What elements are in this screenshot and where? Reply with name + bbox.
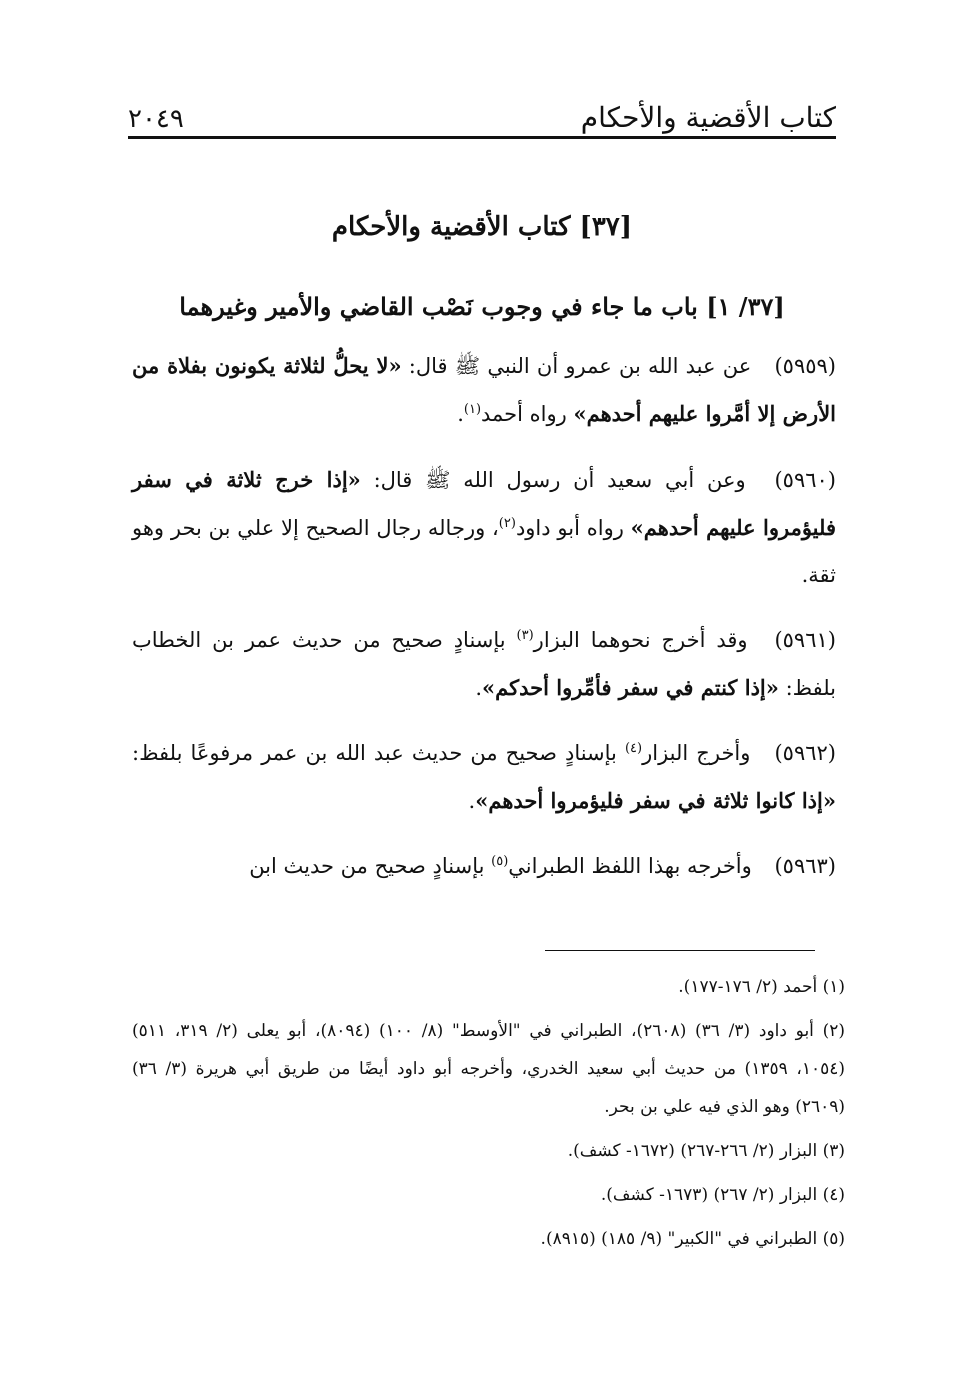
chapter-title: [٣٧/ ١] باب ما جاء في وجوب نَصْب القاضي والأمير وغيرهما xyxy=(179,292,785,321)
hadith-5960 xyxy=(132,456,836,599)
hadith-quote: «إذا كنتم في سفر فأمِّروا أحدكم» xyxy=(482,675,779,700)
hadith-source: بإسنادٍ صحيح من حديث ابن xyxy=(249,854,492,878)
page-number: ٢٠٤٩ xyxy=(128,104,184,134)
hadith-5962 xyxy=(132,730,836,825)
hadith-tail: . xyxy=(457,402,464,426)
hadith-source: بإسنادٍ صحيح من حديث عبد الله بن عمر مرفوعًا بلفظ: xyxy=(132,741,625,765)
hadith-number: (٥٩٦٠) xyxy=(774,468,836,492)
footnote-4: (٤) البزار (٢/ ٢٦٧) (١٦٧٣- كشف). xyxy=(600,1185,845,1205)
hadith-quote: «إذا كانوا ثلاثة في سفر فليؤمروا أحدهم» xyxy=(475,788,836,813)
hadith-intro: وأخرج البزار xyxy=(642,741,751,765)
footnote-2: (٢) أبو داود (٣/ ٣٦) (٢٦٠٨)، الطبراني في "الأوسط" (٨/ ١٠٠) (٨٠٩٤)، أبو يعلى (٢/ ٣١٩، ٥١١) (١٠٥٤، ١٣٥٩) من حديث أبي سعيد الخدري، وأخرجه أبو داود أيضًا من طريق أبي هريرة (٣/ ٣٦) (٢٦٠٩) وهو الذي فيه علي بن بحر. xyxy=(132,1021,846,1117)
footnote-ref[interactable]: (١) xyxy=(463,402,482,417)
hadith-intro: وعن أبي سعيد أن رسول الله ﷺ قال: xyxy=(360,468,746,492)
hadith-number: (٥٩٦٢) xyxy=(774,741,836,765)
footnote-1: (١) أحمد (٢/ ١٧٦-١٧٧). xyxy=(678,977,845,997)
hadith-number: (٥٩٦٣) xyxy=(774,854,836,878)
footnote-ref[interactable]: (٢) xyxy=(498,516,516,531)
running-title: كتاب الأقضية والأحكام xyxy=(580,101,836,134)
footnote-3: (٣) البزار (٢/ ٢٦٦-٢٦٧) (١٦٧٢- كشف). xyxy=(567,1141,845,1161)
book-title: [٣٧] كتاب الأقضية والأحكام xyxy=(331,212,633,242)
hadith-quote: «إذا خرج ثلاثة في سفر فليؤمروا عليهم أحدهم» xyxy=(132,467,836,540)
hadith-intro: عن عبد الله بن عمرو أن النبي ﷺ قال: xyxy=(401,354,752,378)
footnote-ref[interactable]: (٥) xyxy=(491,854,509,869)
hadith-source: بإسنادٍ صحيح من حديث عمر بن الخطاب بلفظ: xyxy=(132,628,836,700)
footnote-ref[interactable]: (٤) xyxy=(624,741,643,756)
hadith-source: رواه أبو داود xyxy=(515,516,631,540)
hadith-tail: . xyxy=(468,789,476,813)
footnote-5: (٥) الطبراني في "الكبير" (٩/ ١٨٥) (٨٩١٥). xyxy=(540,1229,845,1249)
hadith-number: (٥٩٥٩) xyxy=(774,354,836,378)
hadith-5959 xyxy=(132,342,836,438)
hadith-5961 xyxy=(132,617,836,712)
footnote-divider xyxy=(545,950,815,951)
hadith-quote: «لا يحلُّ لثلاثة يكونون بفلاة من الأرض إلا أمَّروا عليهم أحدهم» xyxy=(132,353,836,426)
body-text xyxy=(132,342,836,908)
hadith-tail: . xyxy=(475,676,482,700)
running-header xyxy=(128,88,836,139)
hadith-tail: ، ورجاله رجال الصحيح إلا علي بن بحر وهو ثقة. xyxy=(132,516,836,587)
hadith-5963 xyxy=(132,843,836,890)
footnotes xyxy=(132,968,845,1264)
hadith-number: (٥٩٦١) xyxy=(774,628,836,652)
hadith-intro: وأخرجه بهذا اللفظ الطبراني xyxy=(508,854,752,878)
footnote-ref[interactable]: (٣) xyxy=(516,628,534,643)
hadith-source: رواه أحمد xyxy=(481,402,574,426)
hadith-intro: وقد أخرج نحوهما البزار xyxy=(533,628,748,652)
